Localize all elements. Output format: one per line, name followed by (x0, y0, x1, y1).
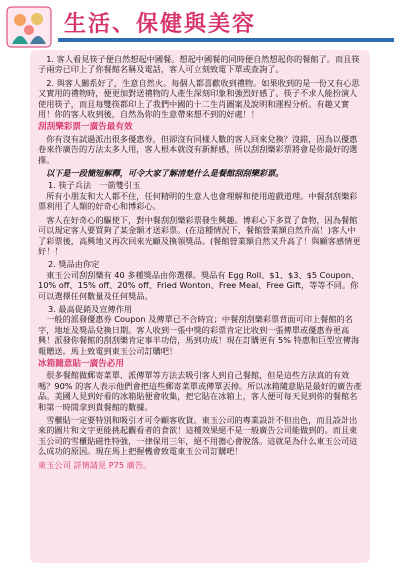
title-underline (58, 38, 394, 42)
intro-paragraph-2: 2. 與客人關系好了，生意自然火。每個人都喜歡收到禮物。如果收到的是一份又有心思又實用的禮物時，便更加對送禮物的人產生深刻印象和強烈好感了。筷子不求人能扮演人使用筷子，而且每雙筷都印上了我們中國的十二生肖圖案及說明和運程分析。有趣又實用！你的客人收到後，自然為你的生意帶來想不到的好處！！ (38, 77, 360, 120)
item-3-body: 一般的派發優惠券 Coupon 及傳單已不合時宜；中餐刮刮樂彩票背面可印上餐館的名字，地址及獎品兌換日期。客人收到一張中獎的彩票肯定比收到一張傳單或優惠券更高興！派發你餐館的刮刮樂肯定事半功倍，馬到功成！現在訂購更有 5% 特惠和巨型宣傳海報贈送。馬上致電到東玉公司訂購吧！ (38, 314, 360, 356)
item-3-heading: 3. 最高促銷及宣傳作用 (48, 303, 133, 314)
section-title-fridge-magnet: 冰箱隨意貼一廣告必用 (38, 358, 124, 369)
section-title-scratch-ticket: 刮刮樂彩票一廣告最有效 (38, 122, 133, 133)
intro-paragraph-1: 1. 客人看見筷子便自然想起中國餐。想起中國餐的同時便自然想起你的餐館了。而且筷子兩旁已印上了你餐館名稱及電話，客人可立刻致電下單或查詢了。 (38, 54, 360, 75)
magnet-paragraph-2: 雪櫃貼一定要特別和吸引才可令顧客收貨。東玉公司的專業設計不但出色，而且設計出來的圖片和文字更能挑起觀看者的食欲！這種效果絕不是一般廣告公司能做到的。而且東玉公司的雪櫃貼磁性特強，一律保用三年，絕不用擔心會脫落。這就是為什么東玉公司這么成功的原因。現在馬上把握機會致電東玉公司訂購吧！ (38, 415, 358, 457)
page-title: 生活、保健與美容 (64, 12, 257, 37)
magnet-paragraph-1: 很多餐館做郵寄菜單、派傳單等方法去吸引客人到自己餐館，但是這些方法真的有效嗎？90% 的客人表示他們會把這些郵寄菜單或傳單丟掉。所以冰箱隨意貼是最好的廣告產品。美國人見到好看的冰箱貼便會收集，把它貼在冰箱上，客人便可每天見到你的餐館名和第一時間拿到貴餐館的數據。 (38, 370, 362, 412)
scratch-intro-paragraph: 你有沒有試過派出很多優惠券，但卻沒有同樣人數的客人回來兌換？沒錯，因為以優惠卷來作廣告的方法太多人用，客人根本就沒有新鮮感，所以刮刮樂彩票將會是你最好的選擇。 (38, 133, 358, 165)
item-2-body: 東玉公司刮刮樂有 40 多種獎品由你選擇。獎品有 Egg Roll、$1、$3、$5 Coupon、10% off、15% off、20% off、Fried Wonton、Free Meal、Free Gift，等等不同。你可以選擇任何數量及任何獎品。 (38, 269, 360, 301)
scratch-explanation-heading: 以下是一段簡短解釋，可令大家了解清楚什么是餐館刮刮樂彩票。 (46, 168, 284, 179)
item-1-body: 所有小朋友和大人都不住，任何精明的生意人也會理解和使用遊戲道理。中餐刮刮樂彩票利用了人類的好奇心和博彩心。 (38, 190, 358, 212)
item-1-heading: 1. 筷子兵法 一箭雙引玉 (48, 180, 141, 191)
family-logo-icon (6, 6, 52, 48)
item-2-heading: 2. 獎品由你定 (48, 259, 100, 270)
article-body (30, 50, 370, 563)
footer-note: 東玉公司 詳情請見 P75 廣告。 (38, 459, 152, 470)
header (0, 0, 400, 52)
item-1-body-2: 客人在好奇心的驅使下，對中餐刮刮樂彩票發生興趣。博彩心下多買了食物，因為餐館可以規定客人要買夠了某金額才送彩票。(在這種情況下，餐館營業額自然升高！)客人中了彩票後，高興地又再次回來光顧及換領獎品。(餐館營業額自然又升高了！與顧客感情更好！！ (38, 214, 361, 256)
